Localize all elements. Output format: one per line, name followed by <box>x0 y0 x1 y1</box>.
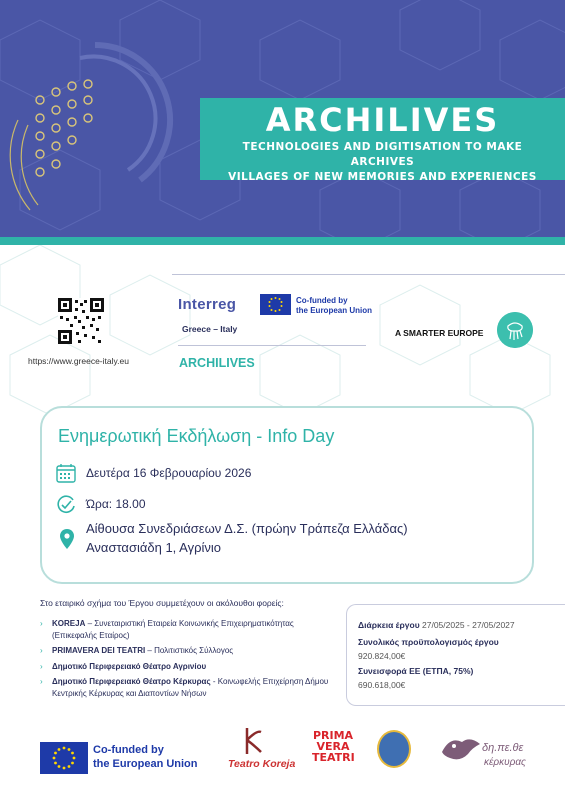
dipethe-logo-text-2: κέρκυρας <box>484 757 526 768</box>
dipethe-logo-text: δη.πε.θε <box>482 742 524 754</box>
duration-label: Διάρκεια έργου <box>358 620 420 630</box>
event-address: Αναστασιάδη 1, Αγρίνιο <box>86 540 222 555</box>
chevron-right-icon: › <box>40 619 43 628</box>
venue-note: (πρώην Τράπεζα Ελλάδας) <box>248 521 408 536</box>
primavera-logo <box>312 730 354 763</box>
partner-name: PRIMAVERA DEI TEATRI <box>52 646 146 655</box>
teal-divider <box>0 237 565 245</box>
smarter-europe-icon <box>497 312 533 348</box>
eu-contribution-value: 690.618,00€ <box>358 680 406 690</box>
website-url[interactable]: https://www.greece-italy.eu <box>28 356 129 366</box>
page-title: ARCHILIVES <box>265 101 500 139</box>
smarter-europe-label: A SMARTER EUROPE <box>395 328 484 338</box>
circle-dots-logo <box>10 45 170 210</box>
agrinio-theatre-logo-icon <box>377 730 411 768</box>
event-title: Ενημερωτική Εκδήλωση - Info Day <box>58 426 335 446</box>
prima-line-2: VERA <box>316 740 350 753</box>
event-time: Ώρα: 18.00 <box>86 497 146 511</box>
calendar-icon <box>56 463 76 483</box>
event-date: Δευτέρα 16 Φεβρουαρίου 2026 <box>86 466 252 480</box>
location-pin-icon <box>60 529 74 549</box>
region-label: Greece – Italy <box>182 324 238 334</box>
chevron-right-icon: › <box>40 677 43 686</box>
list-item <box>40 676 340 699</box>
partners-list <box>40 618 340 703</box>
divider-line <box>172 274 565 275</box>
subtitle-line-1: TECHNOLOGIES AND DIGITISATION TO MAKE ARCHIVES <box>242 141 523 168</box>
eu-contribution-label: Συνεισφορά ΕΕ (ΕΤΠΑ, 75%) <box>358 666 474 676</box>
list-item <box>40 661 340 673</box>
cofunded-line-2: the European Union <box>93 758 198 770</box>
partner-name: KOREJA <box>52 619 86 628</box>
page-subtitle <box>210 140 555 185</box>
partner-desc: – Συνεταιριστική Εταιρεία Κοινωνικής Επιχειρηματικότητας (Επικεφαλής Εταίρος) <box>52 619 294 640</box>
chevron-right-icon: › <box>40 646 43 655</box>
dipethe-kerkyras-logo-icon <box>440 732 482 764</box>
list-item <box>40 618 340 641</box>
duration-value: 27/05/2025 - 27/05/2027 <box>419 620 515 630</box>
cofunded-small-text <box>296 296 376 316</box>
program-name: ARCHILIVES <box>179 356 255 370</box>
prima-line-1: PRIMA <box>312 729 354 742</box>
list-item <box>40 645 340 657</box>
partner-desc: – Πολιτιστικός Σύλλογος <box>145 646 234 655</box>
prima-line-3: TEATRI <box>312 751 355 764</box>
chevron-right-icon: › <box>40 661 43 671</box>
budget-value: 920.824,00€ <box>358 651 406 661</box>
cofunded-line-2: the European Union <box>296 306 372 315</box>
interreg-logo: Interreg <box>178 296 237 313</box>
eu-flag-icon-large <box>40 742 88 774</box>
cofunded-line-1: Co-funded by <box>296 296 348 305</box>
cofunded-eu-text <box>93 743 203 771</box>
koreja-logo-icon <box>243 726 265 756</box>
subtitle-line-2: VILLAGES OF NEW MEMORIES AND EXPERIENCES <box>228 171 537 183</box>
koreja-logo-text: Teatro Koreja <box>228 758 296 770</box>
partner-name: Δημοτικό Περιφερειακό Θέατρο Κέρκυρας <box>52 677 211 686</box>
budget-label: Συνολικός προϋπολογισμός έργου <box>358 637 499 647</box>
eu-flag-icon <box>260 294 291 315</box>
divider-line-short <box>178 345 366 346</box>
venue-name: Αίθουσα Συνεδριάσεων Δ.Σ. <box>86 521 249 536</box>
partner-desc: - Κοινωφελής Επιχείρηση Δήμου Κεντρικής Κέρκυρας και Διαποντίων Νήσων <box>52 677 329 698</box>
event-venue <box>86 521 408 536</box>
cofunded-line-1: Co-funded by <box>93 744 164 756</box>
clock-icon <box>56 494 76 514</box>
partners-intro: Στο εταιρικό σχήμα του Έργου συμμετέχουν οι ακόλουθοι φορείς: <box>40 598 284 608</box>
project-duration <box>358 620 515 630</box>
qr-code-icon <box>58 298 104 344</box>
partner-name: Δημοτικό Περιφερειακό Θέατρο Αγρινίου <box>52 661 207 671</box>
